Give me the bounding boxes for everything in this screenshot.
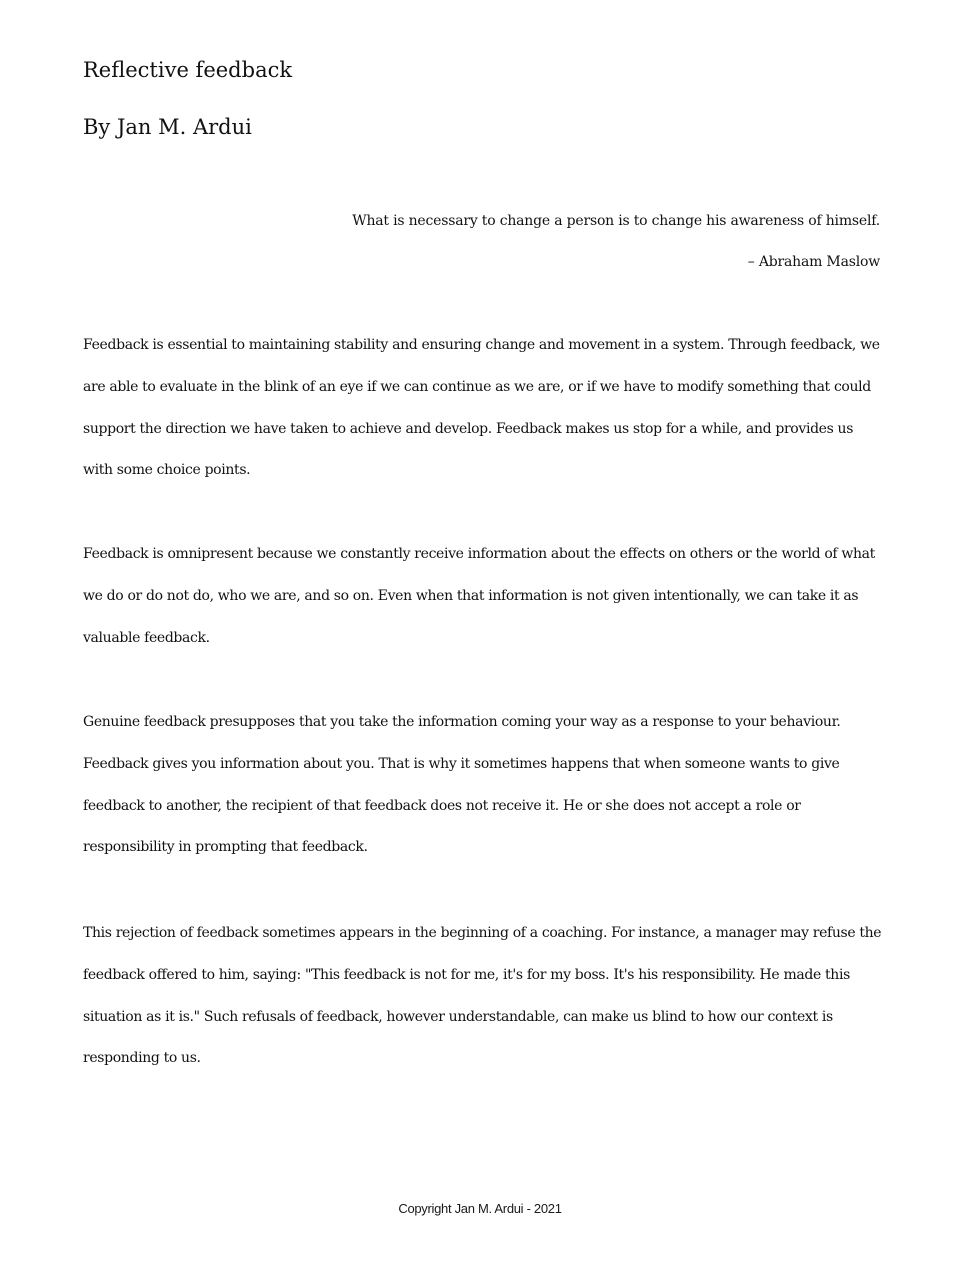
epigraph-text: What is necessary to change a person is to change his awareness of himself. — [352, 213, 880, 229]
body-paragraph-4: This rejection of feedback sometimes appears in the beginning of a coaching. For instance, a manager may refuse the feedback offered to him, saying: "This feedback is not for me, it's for my boss. It's his responsibility. He made this situation as it is." Such refusals of feedback, however understandable, can make us blind to how our context is responding to us. — [83, 925, 882, 1067]
document-author: By Jan M. Ardui — [83, 115, 252, 139]
body-paragraph-3: Genuine feedback presupposes that you take the information coming your way as a response to your behaviour. Feedback gives you information about you. That is why it sometimes happens that when someone wants to give feedback to another, the recipient of that feedback does not receive it. He or she does not accept a role or responsibility in prompting that feedback. — [83, 714, 841, 856]
body-paragraph-1: Feedback is essential to maintaining stability and ensuring change and movement in a system. Through feedback, we are able to evaluate in the blink of an eye if we can continue as we are, or if we have to modify something that could support the direction we have taken to achieve and develop. Feedback makes us stop for a while, and provides us with some choice points. — [83, 337, 880, 479]
copyright-footer: Copyright Jan M. Ardui - 2021 — [398, 1201, 562, 1216]
document-title: Reflective feedback — [83, 58, 293, 82]
body-paragraph-2: Feedback is omnipresent because we constantly receive information about the effects on others or the world of what we do or do not do, who we are, and so on. Even when that information is not given intentionally, we can take it as valuable feedback. — [83, 546, 875, 646]
epigraph-attribution: – Abraham Maslow — [747, 254, 880, 270]
